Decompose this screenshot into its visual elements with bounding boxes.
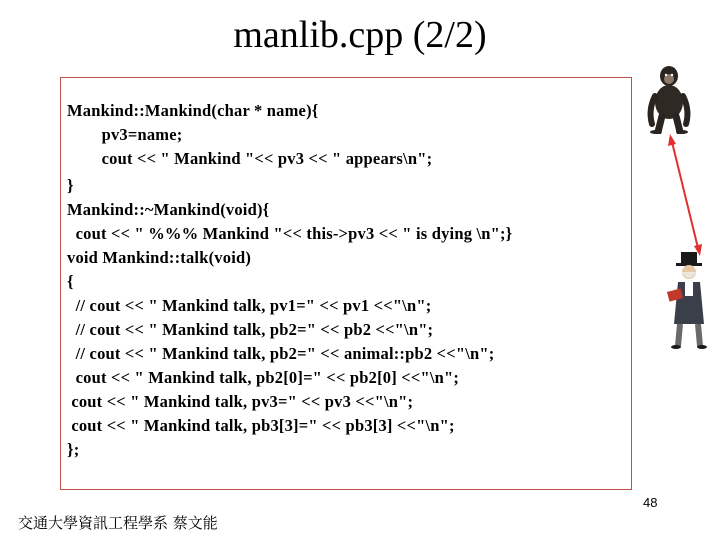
code-line: Mankind::~Mankind(void){ — [67, 200, 270, 219]
code-line: // cout << " Mankind talk, pb2=" << animal::pb2 <<"\n"; — [67, 344, 495, 363]
code-line: }; — [67, 440, 80, 459]
code-line: cout << " Mankind talk, pv3=" << pv3 <<"\n"; — [67, 392, 414, 411]
code-line: cout << " %%% Mankind "<< this->pv3 << " is dying \n";} — [67, 224, 513, 243]
gentleman-illustration — [664, 250, 714, 350]
code-line: cout << " Mankind talk, pb3[3]=" << pb3[3] <<"\n"; — [67, 416, 455, 435]
code-line: // cout << " Mankind talk, pb2=" << pb2 <<"\n"; — [67, 320, 434, 339]
slide-number: 48 — [643, 495, 658, 510]
red-arrow-icon — [660, 130, 710, 260]
code-line: pv3=name; — [67, 125, 183, 144]
code-line: } — [67, 176, 74, 195]
code-line: { — [67, 272, 74, 291]
code-line: cout << " Mankind "<< pv3 << " appears\n"; — [67, 149, 433, 168]
code-line: cout << " Mankind talk, pb2[0]=" << pb2[0] <<"\n"; — [67, 368, 460, 387]
slide-title: manlib.cpp (2/2) — [233, 14, 487, 56]
monkey-illustration — [644, 62, 694, 134]
code-line: void Mankind::talk(void) — [67, 248, 252, 267]
code-line: Mankind::Mankind(char * name){ — [67, 101, 319, 120]
code-line: // cout << " Mankind talk, pv1=" << pv1 <<"\n"; — [67, 296, 432, 315]
code-box — [60, 77, 632, 490]
footer-text: 交通大學資訊工程學系 蔡文能 — [18, 514, 218, 532]
